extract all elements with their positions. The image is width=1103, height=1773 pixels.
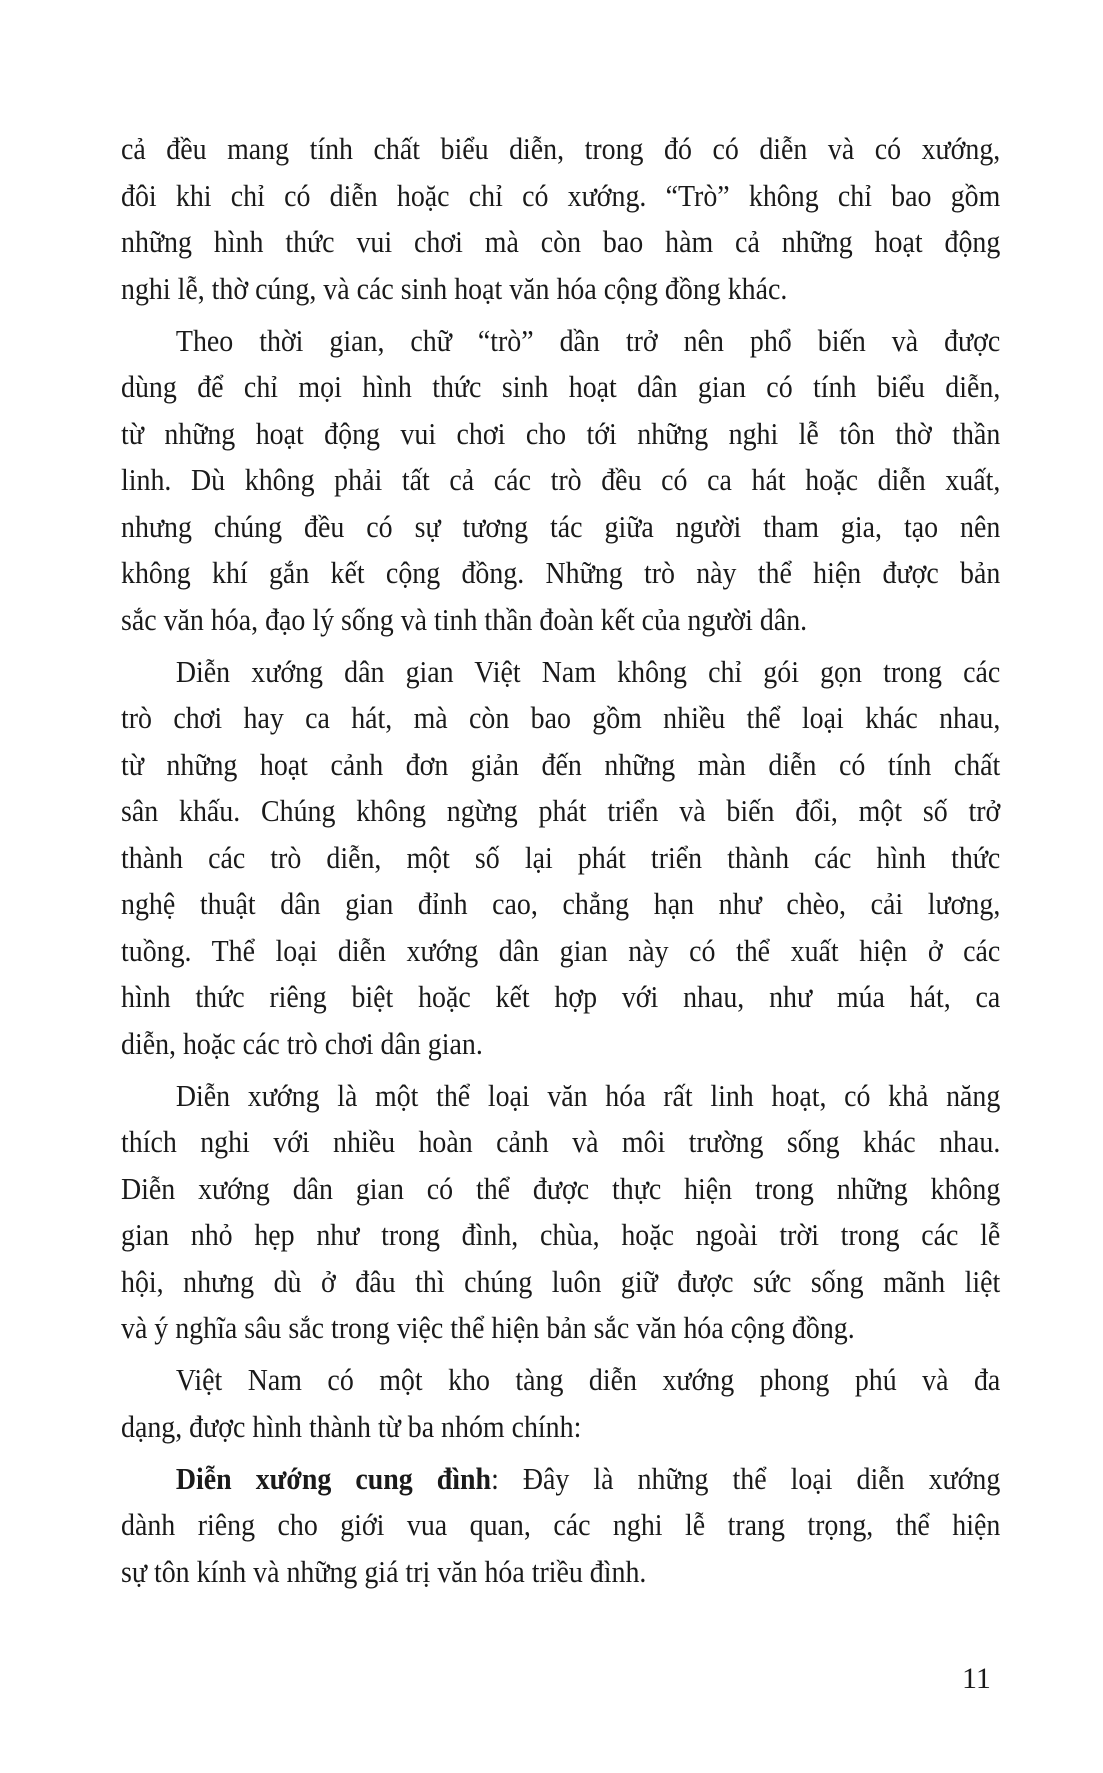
text-line: dành riêng cho giới vua quan, các nghi lễ trang trọng, thể hiện — [121, 1507, 1001, 1542]
text-line: Theo thời gian, chữ “trò” dần trở nên phổ biến và được — [175, 322, 1001, 358]
text-line — [121, 1456, 1000, 1503]
text-line: nhưng chúng đều có sự tương tác giữa người tham gia, tạo nên — [121, 508, 1001, 544]
text-line: những hình thức vui chơi mà còn bao hàm cả những hoạt động — [121, 224, 1001, 259]
page-body-text — [121, 126, 1000, 1601]
paragraph-court-performance — [121, 1456, 1000, 1596]
text-line: trò chơi hay ca hát, mà còn bao gồm nhiều thể loại khác nhau, — [121, 700, 1001, 735]
text-line: từ những hoạt cảnh đơn giản đến những màn diễn có tính chất — [121, 746, 1001, 782]
paragraph — [121, 649, 1000, 1068]
text-line: cả đều mang tính chất biểu diễn, trong đó có diễn và có xướng, — [121, 131, 1001, 166]
text-line: Việt Nam có một kho tàng diễn xướng phong phú và đa — [175, 1362, 1001, 1397]
text-line: sân khấu. Chúng không ngừng phát triển và biến đổi, một số trở — [121, 793, 1001, 828]
text-line: hội, nhưng dù ở đâu thì chúng luôn giữ được sức sống mãnh liệt — [121, 1263, 1001, 1299]
text-line: diễn, hoặc các trò chơi dân gian. — [121, 1025, 483, 1061]
text-line: sắc văn hóa, đạo lý sống và tinh thần đoàn kết của người dân. — [121, 601, 808, 637]
text-line: hình thức riêng biệt hoặc kết hợp với nhau, như múa hát, ca — [121, 979, 1001, 1014]
text-line: và ý nghĩa sâu sắc trong việc thể hiện bản sắc văn hóa cộng đồng. — [121, 1310, 855, 1345]
text-line: nghi lễ, thờ cúng, và các sinh hoạt văn hóa cộng đồng khác. — [121, 270, 788, 306]
paragraph — [121, 318, 1000, 644]
text-line: dạng, được hình thành từ ba nhóm chính: — [121, 1408, 582, 1444]
text-line: Diễn xướng là một thể loại văn hóa rất linh hoạt, có khả năng — [175, 1077, 1001, 1113]
text-line: nghệ thuật dân gian đỉnh cao, chẳng hạn như chèo, cải lương, — [121, 886, 1001, 921]
text-line: từ những hoạt động vui chơi cho tới những nghi lễ tôn thờ thần — [121, 415, 1001, 451]
text-line: Diễn xướng dân gian có thể được thực hiện trong những không — [121, 1170, 1001, 1206]
text-line: sự tôn kính và những giá trị văn hóa triều đình. — [121, 1553, 647, 1589]
paragraph — [121, 1357, 1000, 1450]
text-line: Diễn xướng dân gian Việt Nam không chỉ gói gọn trong các — [175, 653, 1001, 689]
text-line: linh. Dù không phải tất cả các trò đều có ca hát hoặc diễn xuất, — [121, 462, 1001, 497]
paragraph — [121, 126, 1000, 312]
text-line: dùng để chỉ mọi hình thức sinh hoạt dân gian có tính biểu diễn, — [121, 369, 1001, 404]
page-number: 11 — [962, 1662, 991, 1695]
text-line: thành các trò diễn, một số lại phát triển thành các hình thức — [121, 839, 1001, 875]
text-line: tuồng. Thể loại diễn xướng dân gian này có thể xuất hiện ở các — [121, 932, 1001, 968]
text-line: gian nhỏ hẹp như trong đình, chùa, hoặc ngoài trời trong các lễ — [121, 1217, 1001, 1252]
bold-term: Diễn xướng cung đình — [175, 1460, 492, 1496]
text-line: đôi khi chỉ có diễn hoặc chỉ có xướng. “Trò” không chỉ bao gồm — [121, 177, 1001, 213]
text-line: thích nghi với nhiều hoàn cảnh và môi trường sống khác nhau. — [121, 1124, 1001, 1159]
text-span: : Đây là những thể loại diễn xướng — [491, 1460, 1001, 1496]
paragraph — [121, 1073, 1000, 1352]
text-line: không khí gắn kết cộng đồng. Những trò này thể hiện được bản — [121, 555, 1001, 590]
